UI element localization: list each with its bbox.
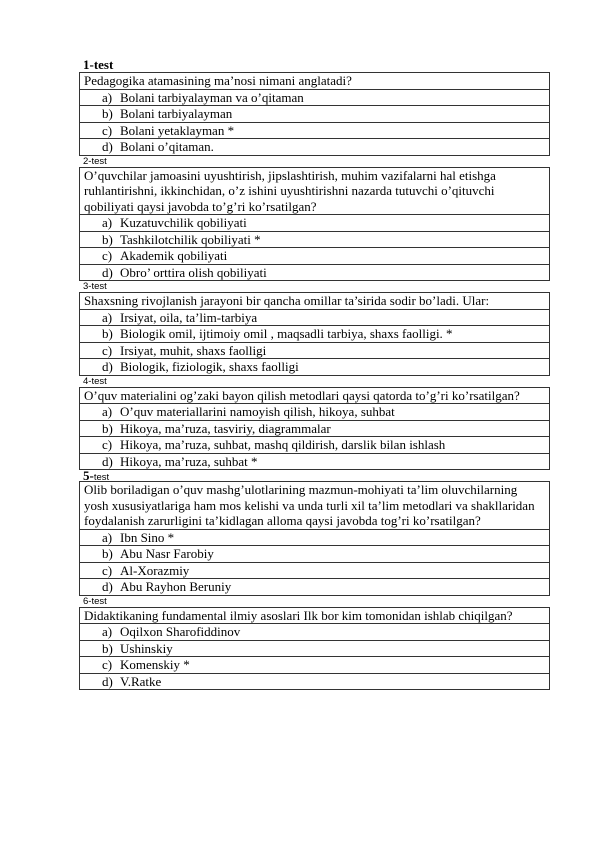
test-1-table [79, 72, 550, 156]
option-text: Hikoya, ma’ruza, suhbat * [120, 453, 258, 469]
option-letter: a) [102, 215, 113, 230]
option-text: Ushinskiy [120, 640, 173, 656]
test-5-option-d [80, 579, 550, 596]
option-text: Komenskiy * [120, 657, 190, 672]
test-2-option-a [80, 215, 550, 232]
test-4-question: O’quv materialini og’zaki bayon qilish metodlari qaysi qatorda to’g’ri ko’rsatilgan? [80, 387, 550, 404]
option-text: Al-Xorazmiy [120, 562, 190, 578]
test-5-label-number: 5- [83, 468, 94, 483]
test-3-question: Shaxsning rivojlanish jarayoni bir qancha omillar ta’sirida sodir bo’ladi. Ular: [80, 293, 550, 310]
test-4-option-c [80, 437, 550, 454]
test-5-table [79, 481, 550, 596]
option-text: Tashkilotchilik qobiliyati * [120, 231, 261, 247]
option-letter: a) [102, 529, 113, 545]
option-text: Ibn Sino * [120, 529, 175, 545]
option-text: Obro’ orttira olish qobiliyati [120, 264, 267, 280]
test-6-option-b [80, 640, 550, 657]
option-letter: a) [102, 404, 113, 419]
test-5-question: Olib boriladigan o’quv mashg’ulotlarining mazmun-mohiyati ta’lim oluvchilarning yosh xususiyatlariga ham mos kelishi va unda turli xil ta’lim metodlari va shakllaridan foydalanish zarurligini ta’kidlagan alloma qaysi javobda tog’ri ko’rsatilgan? [80, 482, 550, 530]
option-text: Abu Nasr Farobiy [120, 546, 214, 561]
test-2-option-b [80, 231, 550, 248]
test-1-option-c [80, 122, 550, 139]
option-text: Oqilxon Sharofiddinov [120, 624, 241, 639]
test-5-option-b [80, 546, 550, 563]
option-text: Irsiyat, muhit, shaxs faolligi [120, 342, 267, 358]
option-letter: d) [102, 359, 113, 374]
test-4-option-d [80, 453, 550, 470]
test-document [79, 58, 550, 690]
test-4-label: 4-test [83, 375, 107, 387]
test-3-option-d [80, 359, 550, 376]
test-2-option-d [80, 264, 550, 281]
test-2-question: O’quvchilar jamoasini uyushtirish, jipslashtirish, muhim vazifalarni hal etishga ruhlantirishni, ikkinchidan, o’z ishini uyushtirishni nazarda tutuvchi o’qituvchi qobiliyati qaysi javobda to’g’ri ko’rsatilgan? [80, 167, 550, 215]
test-6-question: Didaktikaning fundamental ilmiy asoslari Ilk bor kim tomonidan ishlab chiqilgan? [80, 607, 550, 624]
test-3-option-a [80, 309, 550, 326]
option-text: Bolani tarbiyalayman [120, 106, 233, 121]
option-letter: c) [102, 562, 113, 578]
option-letter: c) [102, 122, 113, 138]
option-letter: d) [102, 673, 113, 689]
option-letter: b) [102, 420, 113, 436]
test-3-label: 3-test [83, 281, 107, 292]
option-letter: b) [102, 546, 113, 561]
test-6-option-d [80, 673, 550, 690]
test-3-option-b [80, 326, 550, 343]
option-letter: d) [102, 139, 113, 154]
option-letter: a) [102, 624, 113, 639]
option-text: Biologik omil, ijtimoiy omil , maqsadli tarbiya, shaxs faolligi. * [120, 326, 453, 341]
test-6-label: 6-test [83, 595, 107, 607]
test-4-option-b [80, 420, 550, 437]
option-letter: b) [102, 640, 113, 656]
test-2-option-c [80, 248, 550, 265]
option-letter: a) [102, 89, 113, 105]
option-text: Hikoya, ma’ruza, suhbat, mashq qildirish, darslik bilan ishlash [120, 437, 446, 452]
option-letter: d) [102, 264, 113, 280]
option-text: Abu Rayhon Beruniy [120, 579, 232, 594]
test-2-table [79, 167, 550, 282]
option-text: Bolani o’qitaman. [120, 139, 214, 154]
option-text: Bolani yetaklayman * [120, 122, 235, 138]
option-text: Akademik qobiliyati [120, 248, 228, 263]
option-letter: c) [102, 248, 113, 263]
option-letter: d) [102, 453, 113, 469]
test-6-option-a [80, 624, 550, 641]
option-letter: c) [102, 437, 113, 452]
test-5-option-c [80, 562, 550, 579]
test-1-option-b [80, 106, 550, 123]
test-2-label: 2-test [83, 155, 107, 167]
test-6-option-c [80, 657, 550, 674]
option-letter: b) [102, 231, 113, 247]
option-text: V.Ratke [120, 673, 162, 689]
option-text: Irsiyat, oila, ta’lim-tarbiya [120, 309, 258, 325]
test-1-option-a [80, 89, 550, 106]
test-5-label-text: test [93, 472, 110, 483]
option-letter: d) [102, 579, 113, 594]
option-letter: a) [102, 309, 113, 325]
test-3-option-c [80, 342, 550, 359]
option-text: Kuzatuvchilik qobiliyati [120, 215, 247, 230]
option-text: Biologik, fiziologik, shaxs faolligi [120, 359, 299, 374]
test-3-table [79, 292, 550, 376]
option-letter: b) [102, 326, 113, 341]
test-1-option-d [80, 139, 550, 156]
option-letter: c) [102, 342, 113, 358]
test-5-label [79, 470, 550, 481]
option-letter: c) [102, 657, 113, 672]
test-1-question: Pedagogika atamasining ma’nosi nimani anglatadi? [80, 73, 550, 90]
test-5-option-a [80, 529, 550, 546]
test-4-table [79, 387, 550, 471]
option-text: Hikoya, ma’ruza, tasviriy, diagrammalar [120, 420, 331, 436]
option-text: O’quv materiallarini namoyish qilish, hikoya, suhbat [120, 404, 395, 419]
option-text: Bolani tarbiyalayman va o’qitaman [120, 89, 304, 105]
test-6-table [79, 607, 550, 691]
test-1-label: 1-test [83, 57, 114, 72]
test-4-option-a [80, 404, 550, 421]
option-letter: b) [102, 106, 113, 121]
